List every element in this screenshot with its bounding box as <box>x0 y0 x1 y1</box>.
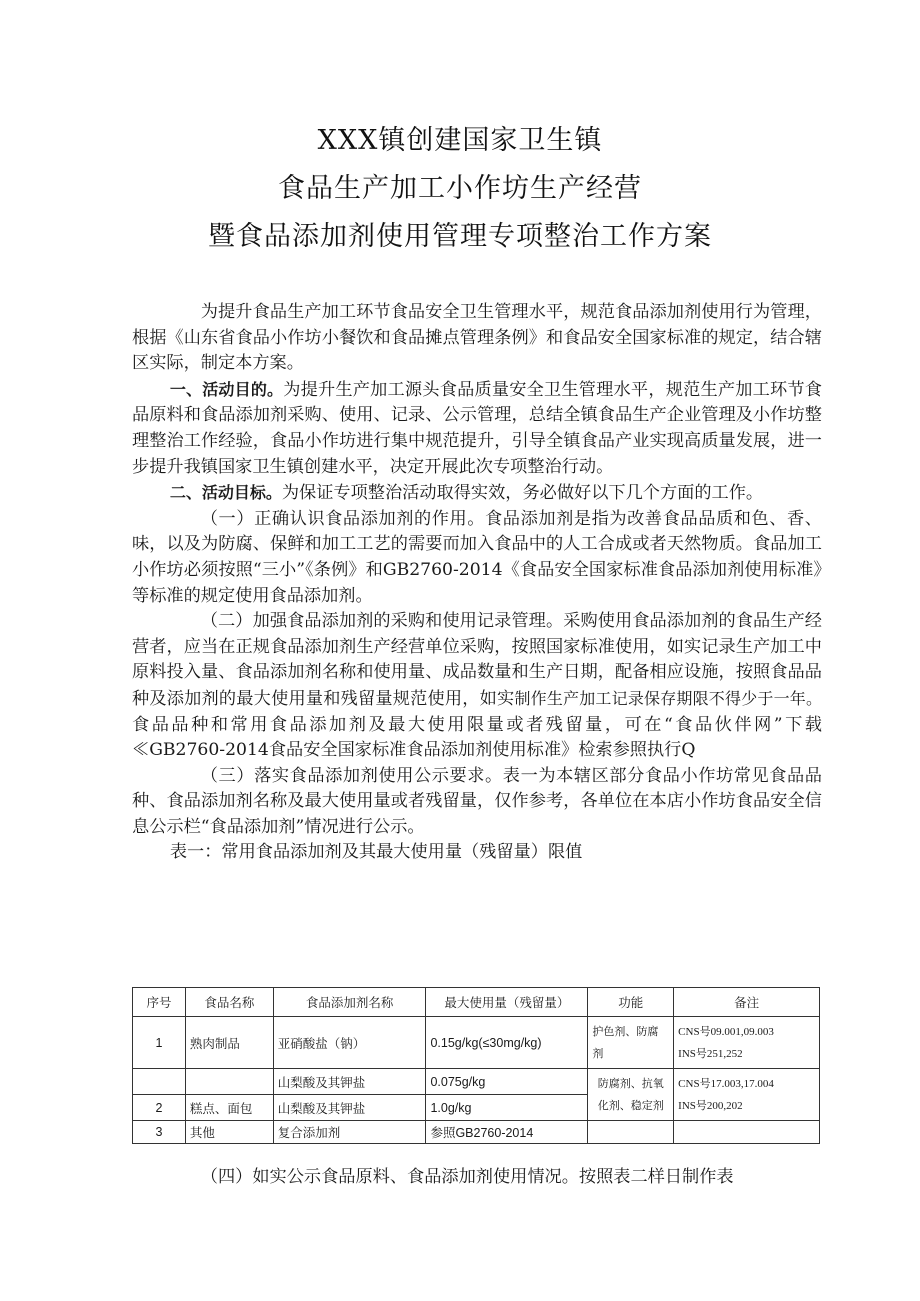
cell-function-line: 化剂、稳定剂 <box>597 1098 664 1112</box>
title-line-2: 食品生产加工小作坊生产经营 <box>278 173 642 204</box>
additives-table <box>132 987 820 1144</box>
cell-note-line: CNS号09.001,09.003 <box>678 1025 774 1038</box>
document-body <box>132 300 822 866</box>
subsection-2-text-b: 制作生产加工记录保存期限不得少于一年。 <box>514 688 822 708</box>
subsection-1-paragraph: （一）正确认识食品添加剂的作用。食品添加剂是指为改善食品品质和色、香、味，以及为防腐、保鲜和加工工艺的需要而加入食品中的人工合成或者天然物质。食品加工小作坊必须按照“三小”《条例》和GB2760-2014《食品安全国家标准食品添加剂使用标准》等标准的规定使用食品添加剂。 <box>132 508 822 606</box>
header-food: 食品名称 <box>185 988 273 1017</box>
subsection-3-paragraph: （三）落实食品添加剂使用公示要求。表一为本辖区部分食品小作坊常见食品品种、食品添加剂名称及最大使用量或者残留量，仅作参考，各单位在本店小作坊食品安全信息公示栏“食品添加剂”情况进行公示。 <box>132 765 822 837</box>
cell-food: 糕点、面包 <box>185 1095 273 1121</box>
cell-function <box>588 1069 674 1121</box>
cell-note <box>674 1017 820 1069</box>
header-note: 备注 <box>674 988 820 1017</box>
cell-no: 1 <box>133 1017 186 1069</box>
header-no: 序号 <box>133 988 186 1017</box>
table-row <box>133 1121 820 1144</box>
title-line-3: 暨食品添加剂使用管理专项整治工作方案 <box>208 221 712 252</box>
subsection-2-text-a: （二）加强食品添加剂的采购和使用记录管理。采购使用食品添加剂的食品生产经营者，应当在正规食品添加剂生产经营单位采购，按照国家标准使用，如实记录生产加工中原料投入量、食品添加剂名称和使用量、成品数量和生产日期，配备相应设施，按照食品品种及添加剂的最大使用量和残留量规范使用，如实 <box>132 611 822 709</box>
section-2-heading: 二、活动目标。 <box>169 483 282 503</box>
cell-no: 3 <box>133 1121 186 1144</box>
cell-max-usage: 0.075g/kg <box>426 1069 588 1095</box>
section-2-paragraph <box>132 480 822 507</box>
subsection-4-paragraph: （四）如实公示食品原料、食品添加剂使用情况。按照表二样日制作表 <box>200 1167 734 1187</box>
cell-no: 2 <box>133 1095 186 1121</box>
table-row <box>133 1017 820 1069</box>
table-row <box>133 1069 820 1095</box>
cell-function-line: 护色剂、防腐 <box>592 1024 659 1038</box>
cell-food: 其他 <box>185 1121 273 1144</box>
cell-max-usage: 1.0g/kg <box>426 1095 588 1121</box>
section-1-text: 为提升生产加工源头食品质量安全卫生管理水平，规范生产加工环节食品原料和食品添加剂采购、使用、记录、公示管理，总结全镇食品生产企业管理及小作坊整理整治工作经验，食品小作坊进行集中规范提升，引导全镇食品产业实现高质量发展，进一步提升我镇国家卫生镇创建水平，决定开展此次专项整治行动。 <box>132 379 822 477</box>
subsection-2-text-c: 食品品种和常用食品添加剂及最大使用限量或者残留量，可在“食品伙伴网”下载≪GB2760-2014食品安全国家标准食品添加剂使用标准》检索参照执行Q <box>132 714 822 761</box>
cell-additive: 山梨酸及其钾盐 <box>273 1095 426 1121</box>
cell-additive: 复合添加剂 <box>273 1121 426 1144</box>
cell-function-line: 防腐剂、抗氧 <box>597 1076 664 1090</box>
cell-additive: 山梨酸及其钾盐 <box>273 1069 426 1095</box>
cell-function <box>588 1017 674 1069</box>
section-1-heading: 一、活动目的。 <box>169 379 284 399</box>
cell-max-usage: 参照GB2760-2014 <box>426 1121 588 1144</box>
cell-max-usage: 0.15g/kg(≤30mg/kg) <box>426 1017 588 1069</box>
subsection-2-paragraph <box>132 609 822 764</box>
header-function: 功能 <box>588 988 674 1017</box>
cell-no <box>133 1069 186 1095</box>
cell-food <box>185 1069 273 1095</box>
cell-note-line: INS号200,202 <box>678 1099 743 1112</box>
cell-food: 熟肉制品 <box>185 1017 273 1069</box>
table-caption: 表一：常用食品添加剂及其最大使用量（残留量）限值 <box>169 842 583 863</box>
header-max-usage: 最大使用量（残留量） <box>426 988 588 1017</box>
section-2-text: 为保证专项整治活动取得实效，务必做好以下几个方面的工作。 <box>281 483 764 504</box>
intro-paragraph: 为提升食品生产加工环节食品安全卫生管理水平，规范食品添加剂使用行为管理，根据《山东省食品小作坊小餐饮和食品摊点管理条例》和食品安全国家标准的规定，结合辖区实际，制定本方案。 <box>132 302 822 374</box>
cell-note-line: INS号251,252 <box>678 1047 743 1060</box>
table-header-row <box>133 988 820 1017</box>
cell-additive: 亚硝酸盐（钠） <box>273 1017 426 1069</box>
cell-note-line: CNS号17.003,17.004 <box>678 1077 774 1090</box>
cell-note <box>674 1069 820 1121</box>
section-1-paragraph <box>132 377 822 480</box>
cell-note <box>674 1121 820 1144</box>
header-additive: 食品添加剂名称 <box>273 988 426 1017</box>
cell-function <box>588 1121 674 1144</box>
cell-function-line: 剂 <box>592 1046 604 1060</box>
title-line-1: XXX镇创建国家卫生镇 <box>317 125 603 156</box>
